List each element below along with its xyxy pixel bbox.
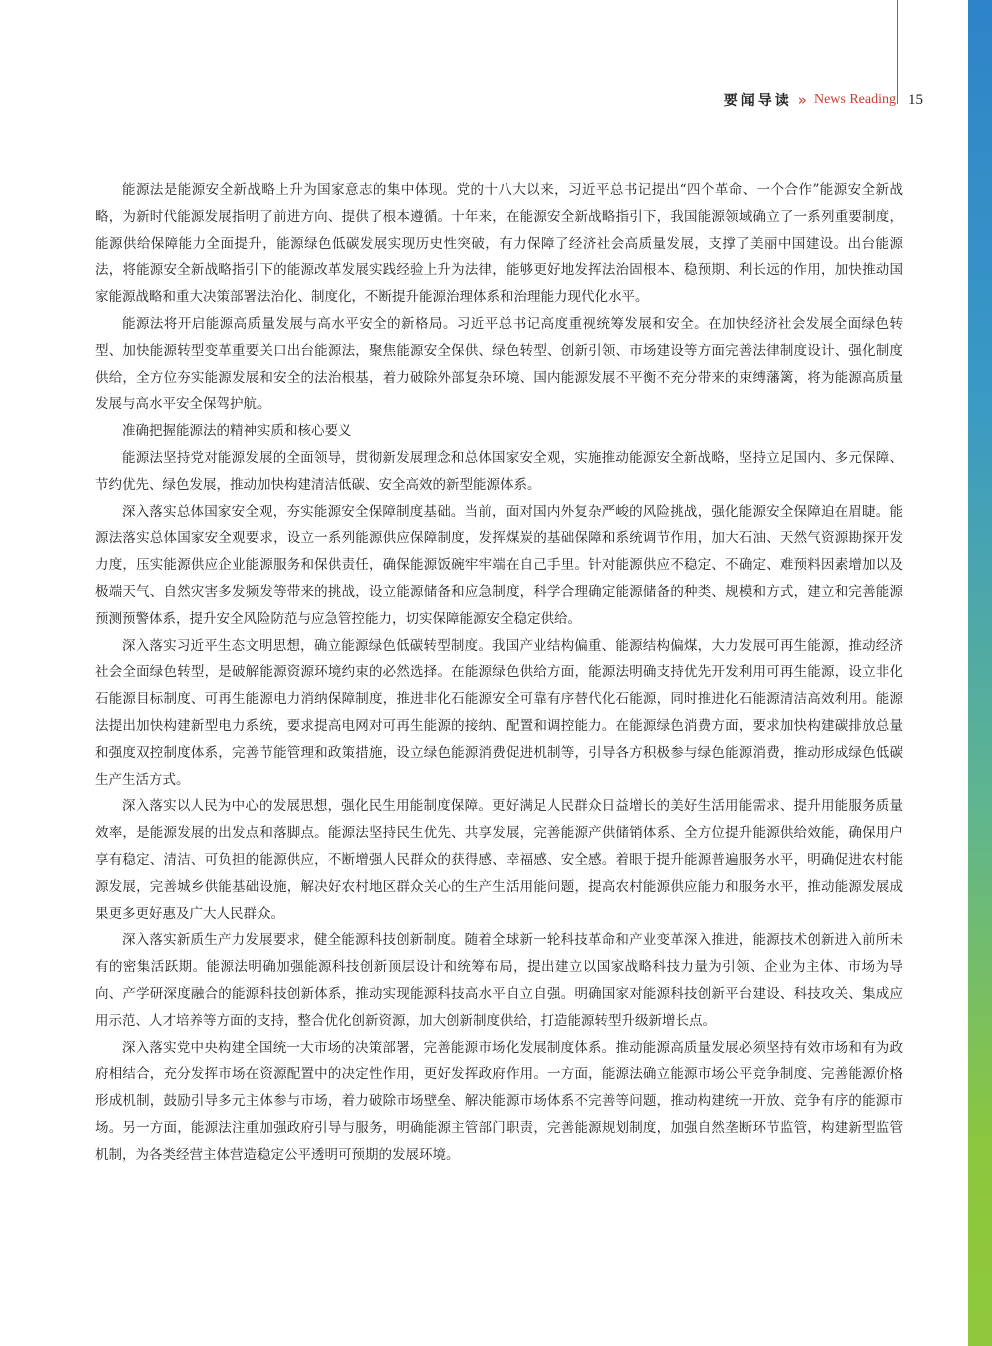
paragraph: 能源法是能源安全新战略上升为国家意志的集中体现。党的十八大以来，习近平总书记提出“四个革命、一个合作”能源安全新战略，为新时代能源发展指明了前进方向、提供了根本遵循。十年来，在能源安全新战略指引下，我国能源领域确立了一系列重要制度，能源供给保障能力全面提升，能源绿色低碳发展实现历史性突破，有力保障了经济社会高质量发展，支撑了美丽中国建设。出台能源法，将能源安全新战略指引下的能源改革发展实践经验上升为法律，能够更好地发挥法治固根本、稳预期、利长远的作用，加快推动国家能源战略和重大决策部署法治化、制度化，不断提升能源治理体系和治理能力现代化水平。 — [95, 182, 903, 306]
paragraph: 能源法将开启能源高质量发展与高水平安全的新格局。习近平总书记高度重视统筹发展和安全。在加快经济社会发展全面绿色转型、加快能源转型变革重要关口出台能源法，聚焦能源安全保供、绿色转型、创新引领、市场建设等方面完善法律制度设计、强化制度供给，全方位夯实能源发展和安全的法治根基，着力破除外部复杂环境、国内能源发展不平衡不充分带来的束缚藩篱，将为能源高质量发展与高水平安全保驾护航。 — [95, 315, 903, 413]
double-chevron-icon: » — [797, 91, 807, 109]
paragraph: 能源法坚持党对能源发展的全面领导，贯彻新发展理念和总体国家安全观，实施推动能源安全新战略，坚持立足国内、多元保障、节约优先、绿色发展，推动加快构建清洁低碳、安全高效的新型能源体系。 — [95, 449, 903, 493]
paragraph: 深入落实新质生产力发展要求，健全能源科技创新制度。随着全球新一轮科技革命和产业变革深入推进，能源技术创新进入前所未有的密集活跃期。能源法明确加强能源科技创新顶层设计和统筹布局，提出建立以国家战略科技力量为引领、企业为主体、市场为导向、产学研深度融合的能源科技创新体系，推动实现能源科技高水平自立自强。明确国家对能源科技创新平台建设、科技攻关、集成应用示范、人才培养等方面的支持，整合优化创新资源，加大创新制度供给，打造能源转型升级新增长点。 — [95, 932, 903, 1029]
paragraph: 深入落实党中央构建全国统一大市场的决策部署，完善能源市场化发展制度体系。推动能源高质量发展必须坚持有效市场和有为政府相结合，充分发挥市场在资源配置中的决定性作用，更好发挥政府作用。一方面，能源法确立能源市场公平竞争制度、完善能源价格形成机制，鼓励引导多元主体参与市场，着力破除市场壁垒、解决能源市场体系不完善等问题，推动构建统一开放、竞争有序的能源市场。另一方面，能源法注重加强政府引导与服务，明确能源主管部门职责，完善能源规划制度，加强自然垄断环节监管，构建新型监管机制，为各类经营主体营造稳定公平透明可预期的发展环境。 — [95, 1039, 903, 1163]
page-number: 15 — [908, 92, 923, 108]
paragraph: 深入落实总体国家安全观，夯实能源安全保障制度基础。当前，面对国内外复杂严峻的风险挑战，强化能源安全保障迫在眉睫。能源法落实总体国家安全观要求，设立一系列能源供应保障制度，发挥煤炭的基础保障和系统调节作用，加大石油、天然气资源勘探开发力度，压实能源供应企业能源服务和保供责任，确保能源饭碗牢牢端在自己手里。针对能源供应不稳定、不确定、难预料因素增加以及极端天气、自然灾害多发频发等带来的挑战，设立能源储备和应急制度，科学合理确定能源储备的种类、规模和方式，建立和完善能源预测预警体系，提升安全风险防范与应急管控能力，切实保障能源安全稳定供给。 — [95, 503, 903, 627]
header-vertical-rule — [897, 0, 898, 104]
paragraph: 深入落实习近平生态文明思想，确立能源绿色低碳转型制度。我国产业结构偏重、能源结构偏煤，大力发展可再生能源，推动经济社会全面绿色转型，是破解能源资源环境约束的必然选择。在能源绿色供给方面，能源法明确支持优先开发利用可再生能源，设立非化石能源目标制度、可再生能源电力消纳保障制度，推进非化石能源安全可靠有序替代化石能源，同时推进化石能源清洁高效利用。能源法提出加快构建新型电力系统，要求提高电网对可再生能源的接纳、配置和调控能力。在能源绿色消费方面，要求加快构建碳排放总量和强度双控制度体系，完善节能管理和政策措施，设立绿色能源消费促进机制等，引导各方积极参与绿色能源消费，推动形成绿色低碳生产生活方式。 — [95, 637, 903, 788]
section-title-en: News Reading — [813, 92, 896, 107]
subheading: 准确把握能源法的精神实质和核心要义 — [122, 423, 352, 440]
section-title-zh: 要闻导读 — [723, 93, 792, 109]
running-header — [560, 88, 896, 112]
paragraph: 深入落实以人民为中心的发展思想，强化民生用能制度保障。更好满足人民群众日益增长的美好生活用能需求、提升用能服务质量效率，是能源发展的出发点和落脚点。能源法坚持民生优先、共享发展，完善能源产供储销体系、全方位提升能源供给效能，确保用户享有稳定、清洁、可负担的能源供应，不断增强人民群众的获得感、幸福感、安全感。着眼于提升能源普遍服务水平，明确促进农村能源发展，完善城乡供能基础设施，解决好农村地区群众关心的生产生活用能问题，提高农村能源供应能力和服务水平，推动能源发展成果更多更好惠及广大人民群众。 — [95, 798, 903, 922]
side-color-bar — [968, 0, 992, 1346]
article-body — [95, 177, 903, 1168]
